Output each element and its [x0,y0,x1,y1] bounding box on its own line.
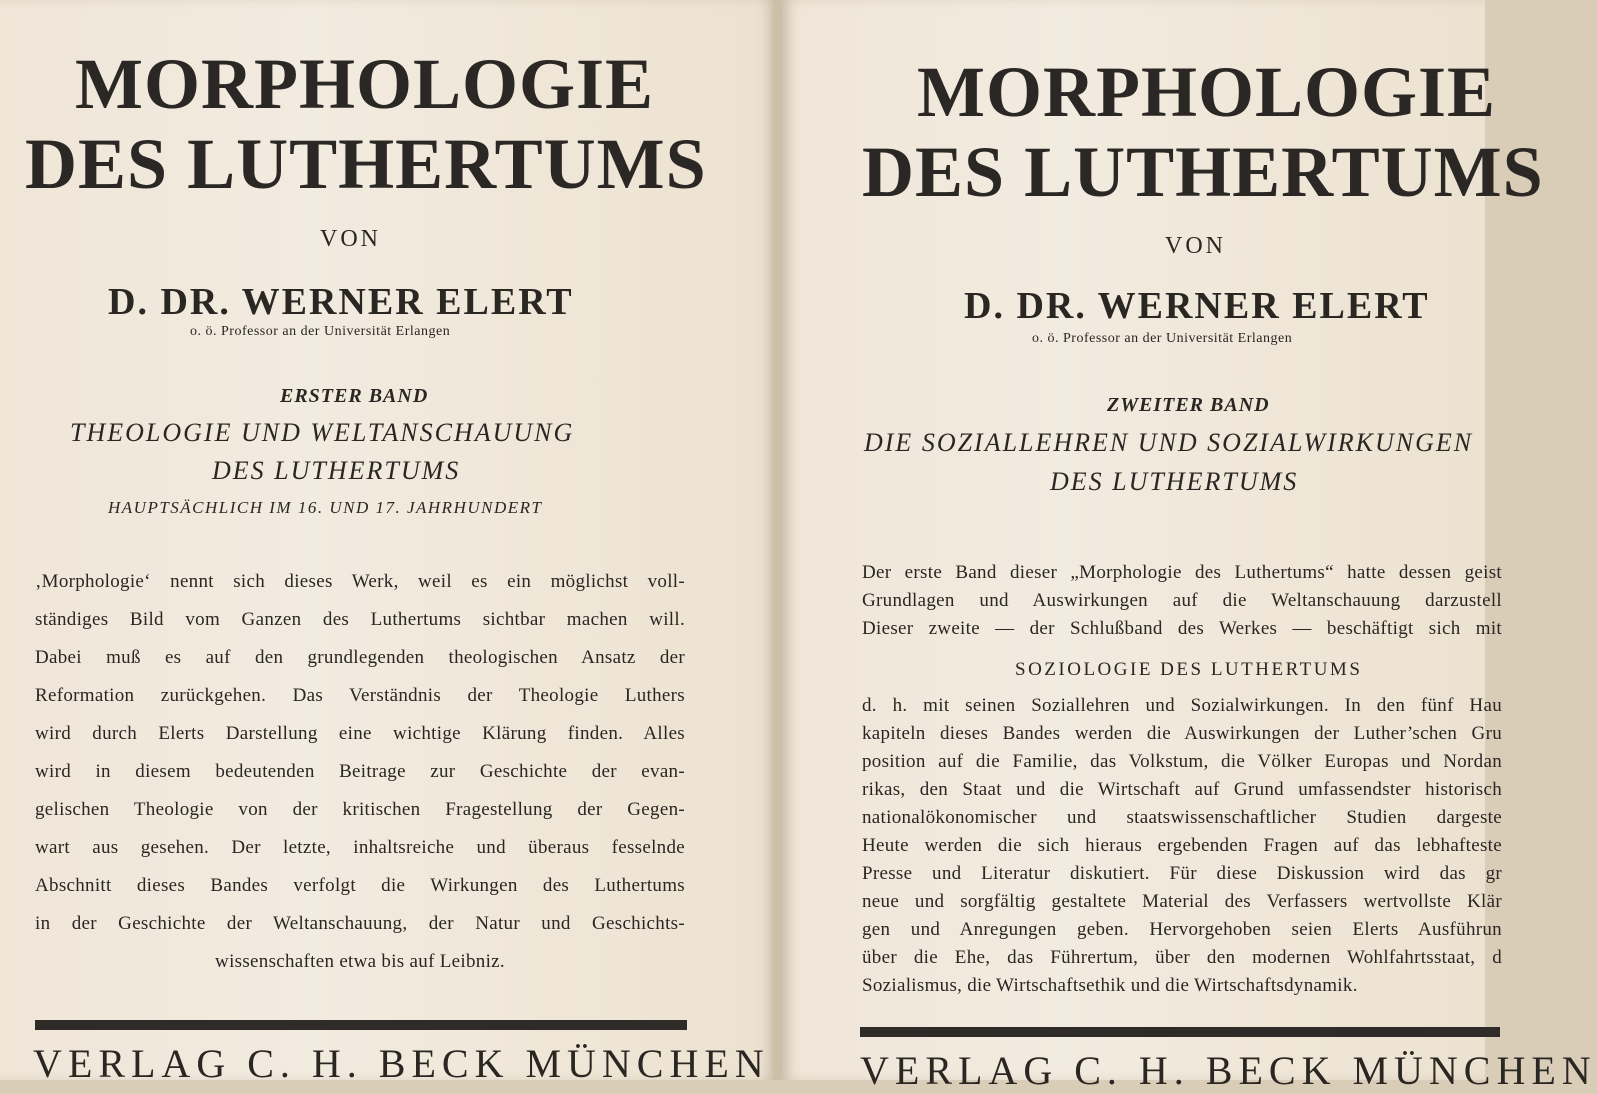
body-line: wart aus gesehen. Der letzte, inhaltsreiche und überaus fesselnde [35,837,685,858]
intro-line: Dieser zweite — der Schlußband des Werkes — beschäftigt sich mit [862,618,1502,639]
title-line-2: DES LUTHERTUMS [862,132,1544,212]
body-line: Reformation zurückgehen. Das Verständnis der Theologie Luthers [35,685,685,706]
body-line: position auf die Familie, das Volkstum, die Völker Europas und Nordan [862,751,1502,772]
section-heading: SOZIOLOGIE DES LUTHERTUMS [1015,659,1363,680]
author-affiliation: o. ö. Professor an der Universität Erlangen [1032,331,1293,346]
body-line-last: wissenschaften etwa bis auf Leibniz. [215,951,505,972]
body-line: Abschnitt dieses Bandes verfolgt die Wirkungen des Luthertums [35,875,685,896]
body-line: kapiteln dieses Bandes werden die Auswirkungen der Luther’schen Gru [862,723,1502,744]
body-line: über die Ehe, das Führertum, über den modernen Wohlfahrtsstaat, d [862,947,1502,968]
von-label: VON [320,226,381,252]
title-line-1: MORPHOLOGIE [75,44,655,124]
body-line: gen und Anregungen geben. Hervorgehoben seien Elerts Ausführun [862,919,1502,940]
body-line: ‚Morphologie‘ nennt sich dieses Werk, weil es ein möglichst voll- [35,571,685,592]
right-page [782,0,1597,1093]
body-line: nationalökonomischer und staatswissenschaftlicher Studien dargeste [862,807,1502,828]
von-label: VON [1165,233,1226,259]
body-line: in der Geschichte der Weltanschauung, der Natur und Geschichts- [35,913,685,934]
spine-gap [775,0,782,1080]
body-line: Dabei muß es auf den grundlegenden theologischen Ansatz der [35,647,685,668]
divider-rule [35,1020,687,1030]
intro-line: Der erste Band dieser „Morphologie des Luthertums“ hatte dessen geist [862,562,1502,583]
body-line: ständiges Bild vom Ganzen des Luthertums sichtbar machen will. [35,609,685,630]
body-line-last: Sozialismus, die Wirtschaftsethik und die Wirtschaftsdynamik. [862,975,1358,996]
subtitle-line-2: DES LUTHERTUMS [1050,467,1299,496]
intro-line: Grundlagen und Auswirkungen auf die Weltanschauung darzustell [862,590,1502,611]
subtitle-line-3: HAUPTSÄCHLICH IM 16. UND 17. JAHRHUNDERT [108,498,543,517]
left-page [0,0,775,1086]
publisher-imprint: VERLAG C. H. BECK MÜNCHEN [860,1048,1597,1093]
body-line: Heute werden die sich hieraus ergebenden Fragen auf das lebhafteste [862,835,1502,856]
publisher-imprint: VERLAG C. H. BECK MÜNCHEN [33,1041,770,1086]
body-line: Presse und Literatur diskutiert. Für diese Diskussion wird das gr [862,863,1502,884]
body-line: wird durch Elerts Darstellung eine wichtige Klärung finden. Alles [35,723,685,744]
divider-rule [860,1027,1500,1037]
subtitle-line-1: DIE SOZIALLEHREN UND SOZIALWIRKUNGEN [864,428,1474,457]
volume-label: ZWEITER BAND [1107,394,1270,416]
body-line: rikas, den Staat und die Wirtschaft auf Grund umfassendster historisch [862,779,1502,800]
body-line: neue und sorgfältig gestaltete Material des Verfassers wertvollste Klär [862,891,1502,912]
subtitle-line-2: DES LUTHERTUMS [212,456,461,485]
author-name: D. DR. WERNER ELERT [964,285,1430,327]
body-line: d. h. mit seinen Soziallehren und Sozialwirkungen. In den fünf Hau [862,695,1502,716]
author-name: D. DR. WERNER ELERT [108,281,574,323]
title-line-1: MORPHOLOGIE [917,52,1497,132]
author-affiliation: o. ö. Professor an der Universität Erlangen [190,324,451,339]
volume-label: ERSTER BAND [280,385,429,407]
subtitle-line-1: THEOLOGIE UND WELTANSCHAUUNG [70,418,575,447]
body-line: wird in diesem bedeutenden Beitrage zur Geschichte der evan- [35,761,685,782]
title-line-2: DES LUTHERTUMS [25,124,707,204]
body-line: gelischen Theologie von der kritischen Fragestellung der Gegen- [35,799,685,820]
